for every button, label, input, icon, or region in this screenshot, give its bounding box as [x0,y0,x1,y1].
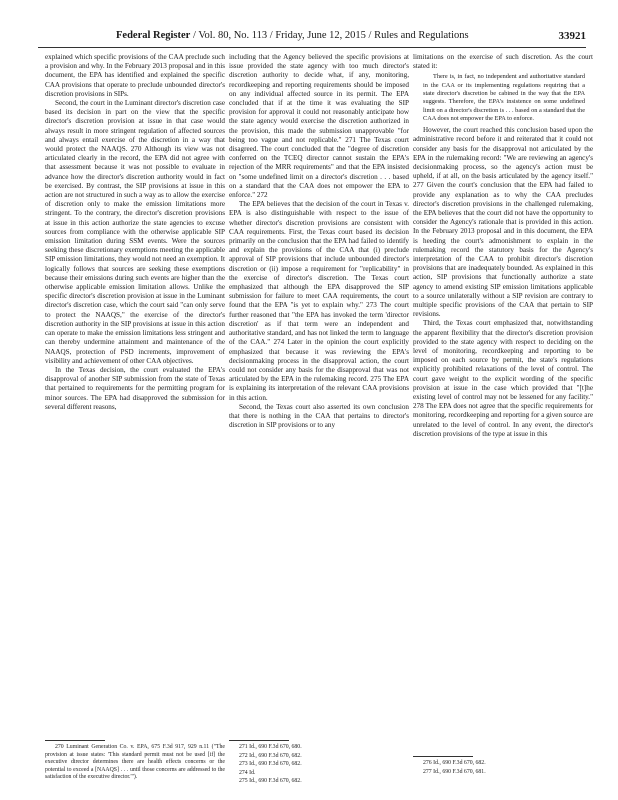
footnote: 275 Id., 690 F.3d 670, 682. [239,778,302,785]
footnote: 274 Id. [239,769,256,776]
footnotes-column-2 [229,744,409,787]
journal-title: Federal Register [116,30,191,41]
volume-issue-date: / Vol. 80, No. 113 / Friday, June 12, 2015 / Rules and Regulations [192,30,469,41]
header-citation [116,30,469,41]
text-column-2 [229,53,409,430]
paragraph: explained which specific provisions of the CAA preclude such a provision and why. In the February 2013 proposal and in this document, the EPA has identified and explained the specific CAA provisions that operate to preclude unbounded director's discretion provisions in SIPs. [45,53,225,98]
paragraph: limitations on the exercise of such discretion. As the court stated it: [413,53,593,71]
footnote: 271 Id., 690 F.3d 670, 680. [239,744,302,750]
footnote: 277 Id., 690 F.3d 670, 681. [423,768,486,775]
paragraph: Second, the court in the Luminant director's discretion case based its decision in part on the view that the specific director's discretion provision at issue in that case would always result in more stringent regulation of affected sources and always entail exercise of the discretion in a way that would protect the NAAQS. 270 Although its view was not articulated clearly in the record, the EPA did not agree with that assessment because it was not possible to evaluate in advance how the director's discretion authority would in fact be exercised. By contrast, the SIP provisions at issue in this action are not structured in such a way as to allow the exercise of discretion only to make the emission limitations more stringent. To the contrary, the director's discretion provisions at issue in this action authorize the state agencies to excuse sources from compliance with the otherwise applicable SIP emission limitation during SSM events. Were the sources seeking these discretionary exemptions meeting the applicable SIP emission limitations, they would not need an exemption. It logically follows that sources are seeking these exemptions because their emissions during such events are higher than the otherwise applicable emission limitation allows. Unlike the specific director's discretion provision at issue in the Luminant director's discretion case, which the court said "can only serve to protect the NAAQS," the exercise of the director's discretion authority in the SIP provisions at issue in this action can operate to make the emission limitations less stringent and can thereby undermine attainment and maintenance of the NAAQS, protection of PSD increments, improvement of visibility and achievement of other CAA objectives. [45,99,225,365]
footnote: 273 Id., 690 F.3d 670, 682. [239,761,302,768]
text-column-1 [45,53,225,412]
text-column-3 [413,53,593,439]
paragraph: However, the court reached this conclusion based upon the administrative record before it and reiterated that it could not consider any basis for the disapproval not articulated by the EPA in the rulemaking record: "We are reviewing an agency's decisionmaking process, so the agency's action must be upheld, if at all, on the basis articulated by the agency itself." 277 Given the court's conclusion that the EPA had failed to provide any explanation as to why the CAA precludes director's discretion provisions in the challenged rulemaking, the EPA believes that the court did not have the opportunity to consider the Agency's rationale that is provided in this action. In the February 2013 proposal and in this document, the EPA is heeding the court's admonishment to explain in the rulemaking record the statutory basis for the Agency's interpretation of the CAA to prohibit director's discretion provisions that are inadequately bounded. As explained in this action, SIP provisions that functionally authorize a state agency to amend existing SIP emission limitations applicable to a source unilaterally without a SIP revision are contrary to multiple specific provisions of the CAA that pertain to SIP revisions. [413,126,593,319]
paragraph: In the Texas decision, the court evaluated the EPA's disapproval of another SIP submission from the state of Texas that pertained to requirements for the permitting program for minor sources. The EPA had disapproved the submission for several different reasons, [45,365,225,411]
footnote-rule [413,756,473,757]
paragraph: The EPA believes that the decision of the court in Texas v. EPA is also distinguishable with respect to the issue of whether director's discretion provisions are consistent with CAA requirements. First, the Texas court based its decision primarily on the conclusion that the EPA had failed to identify and explain the provisions of the CAA that (i) preclude approval of SIP provisions that include unbounded director's discretion or (ii) impose a requirement for "replicability" in the exercise of director's discretion. The Texas court emphasized that although the EPA disapproved the SIP submission for failure to meet CAA requirements, the court found that the EPA "is yet to explain why." 273 The court further reasoned that "the EPA has invoked the term 'director discretion' as if that term were an independent and authoritative standard, and has not linked the term to language of the CAA." 274 Later in the opinion the court explicitly emphasized that because it was reviewing the EPA's decisionmaking process in the disapproval action, the court could not consider any basis for the disapproval that was not articulated by the EPA in the rulemaking record. 275 The EPA is explaining its interpretation of the relevant CAA provisions in this action. [229,200,409,402]
footnote: 270 Luminant Generation Co. v. EPA, 675 F.3d 917, 929 n.11 ("The provision at issue states: 'This standard permit must not be used [if] the executive director determines there are health effects concerns or the potential to exceed a [NAAQS] . . . until those concerns are addressed to the satisfaction of the executive director.'"). [45,744,225,781]
footnote-rule [229,740,289,741]
footnote: 272 Id., 690 F.3d 670, 682. [239,752,302,759]
footnote-rule [45,740,105,741]
footnote: 276 Id., 690 F.3d 670, 682. [423,760,486,766]
paragraph: including that the Agency believed the specific provisions at issue provided the state agency with too much director's discretion authority to decide what, if any, monitoring, recordkeeping and reporting requirements should be imposed on any individual affected source in its permit. The EPA concluded that if at the time it was evaluating the SIP provision for approval it could not reasonably anticipate how the state agency would exercise the discretion authorized in the provision, this made the submission unapprovable "for being too vague and not replicable." 271 The Texas court disagreed. The court concluded that the "degree of discretion conferred on the TCEQ director cannot sustain the EPA's rejection of the MRR requirements" and that the EPA insisted on "some undefined limit on a director's discretion . . . based on a standard that the CAA does not empower the EPA to enforce." 272 [229,53,409,200]
paragraph: Second, the Texas court also asserted its own conclusion that there is nothing in the CAA that pertains to director's discretion in SIP provisions or to any [229,402,409,430]
footnotes-column-3 [413,760,593,777]
block-quote: There is, in fact, no independent and authoritative standard in the CAA or its implementing regulations requiring that a state director's discretion be cabined in the way that the EPA suggests. Therefore, the EPA's insistence on some undefined limit on a director's discretion is . . . based on a standard that the CAA does not empower the EPA to enforce. [423,73,585,122]
page-number: 33921 [558,30,586,42]
running-header [38,30,586,46]
paragraph: Third, the Texas court emphasized that, notwithstanding the apparent flexibility that the director's discretion provision provided to the state agency with respect to deciding on the level of monitoring, recordkeeping and reporting to be imposed on each source by permit, the state's regulations explicitly prohibited relaxations of the level of control. The court gave weight to the explicit wording of the specific provision at issue in the case which provided that "[t]he existing level of control may not be lessened for any facility." 278 The EPA does not agree that the specific requirements for monitoring, recordkeeping and reporting for a given source are unrelated to the level of control. In any event, the director's discretion provisions of the type at issue in this [413,319,593,438]
footnotes-column-1 [45,744,225,783]
header-rule [38,47,586,48]
